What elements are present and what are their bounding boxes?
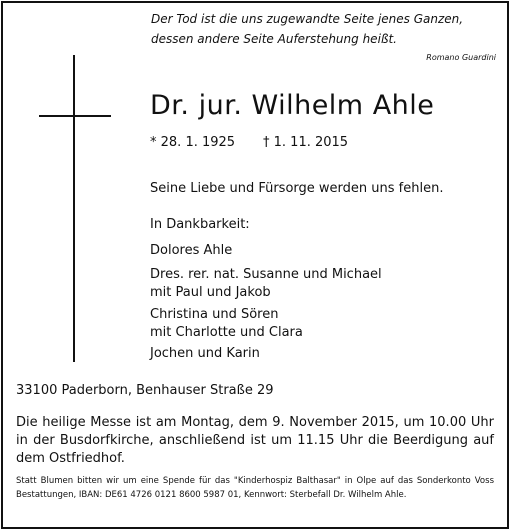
mourners-intro: In Dankbarkeit:: [150, 217, 250, 232]
quote-author: Romano Guardini: [426, 53, 496, 62]
farewell-message: Seine Liebe und Fürsorge werden uns fehlen.: [150, 181, 444, 196]
mourner-name: mit Paul und Jakob: [150, 285, 271, 300]
mourner-name: Dolores Ahle: [150, 243, 233, 258]
quote-line-1: Der Tod ist die uns zugewandte Seite jenes Ganzen,: [151, 12, 464, 26]
mourner-name: Christina und Sören: [150, 307, 279, 322]
mourner-name: Dres. rer. nat. Susanne und Michael: [150, 267, 382, 282]
death-date: † 1. 11. 2015: [263, 135, 349, 150]
quote-line-2: dessen andere Seite Auferstehung heißt.: [151, 32, 397, 46]
deceased-name: Dr. jur. Wilhelm Ahle: [150, 90, 435, 121]
life-dates: [150, 135, 410, 153]
cross-horizontal-bar: [39, 115, 111, 117]
family-address: 33100 Paderborn, Benhauser Straße 29: [16, 383, 274, 398]
service-info: Die heilige Messe ist am Montag, dem 9. November 2015, um 10.00 Uhr in der Busdorfkirche, anschließend ist um 11.15 Uhr die Beerdigung auf dem Ostfriedhof.: [16, 415, 494, 466]
cross-vertical-bar: [73, 55, 75, 362]
mourner-name: mit Charlotte und Clara: [150, 325, 303, 340]
birth-date: * 28. 1. 1925: [150, 135, 236, 150]
mourner-name: Jochen und Karin: [150, 346, 260, 361]
donation-info: Statt Blumen bitten wir um eine Spende für das "Kinderhospiz Balthasar" in Olpe auf das Sonderkonto Voss Bestattungen, IBAN: DE61 4726 0121 8600 5987 01, Kennwort: Sterbefall Dr. Wilhelm Ahle.: [16, 476, 494, 500]
